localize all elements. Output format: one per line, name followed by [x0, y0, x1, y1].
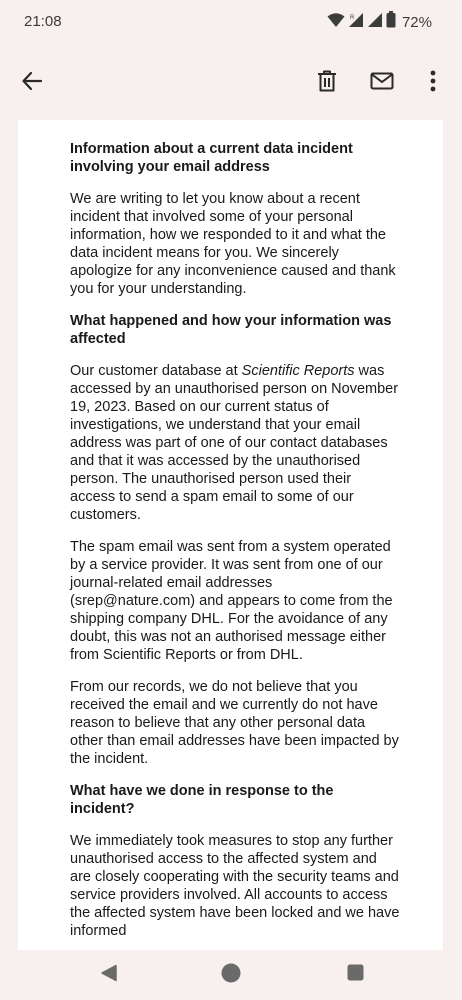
- nav-back-button[interactable]: [94, 960, 124, 990]
- more-vertical-icon: [430, 70, 436, 97]
- envelope-icon: [370, 72, 394, 95]
- signal-icon: [348, 12, 364, 33]
- paragraph-spam-email: The spam email was sent from a system operated by a service provider. It was sent from one of our journal-related email addresses (srep@nature.com) and appears to come from the shipping company DHL. For the avoidance of any doubt, this was not an authorised message either from Scientific Reports or from DHL.: [70, 539, 393, 663]
- mark-unread-button[interactable]: [362, 63, 402, 103]
- status-bar: [0, 0, 462, 46]
- svg-text:R: R: [349, 14, 355, 21]
- paragraph-what-happened: [70, 362, 400, 524]
- nav-home-button[interactable]: [216, 960, 246, 990]
- status-icons: [327, 12, 432, 32]
- circle-home-icon: [221, 963, 241, 988]
- nav-recents-button[interactable]: [340, 960, 370, 990]
- more-options-button[interactable]: [413, 63, 453, 103]
- para2-prefix: Our customer database at: [70, 363, 242, 379]
- signal-icon-2: [367, 12, 383, 33]
- square-recents-icon: [347, 964, 364, 986]
- arrow-left-icon: [21, 70, 43, 97]
- heading-data-incident: Information about a current data incident involving your email address: [70, 141, 353, 175]
- delete-button[interactable]: [307, 63, 347, 103]
- para2-suffix: was accessed by an unauthorised person on November 19, 2023. Based on our current status of investigations, we understand that your email address was part of one of our contact databases and that it was accessed by the unauthorised person. The unauthorised person used their access to send a spam email to some of our customers.: [70, 363, 399, 523]
- heading-response: What have we done in response to the incident?: [70, 783, 334, 817]
- paragraph-response: We immediately took measures to stop any further unauthorised access to the affected system and are closely cooperating with the security teams and service providers involved. All accounts to access the affected system have been locked and we have informed: [70, 833, 400, 939]
- battery-icon: [386, 11, 396, 33]
- email-content: [70, 140, 400, 950]
- heading-what-happened: What happened and how your information was affected: [70, 313, 392, 347]
- trash-icon: [317, 70, 337, 97]
- back-button[interactable]: [12, 63, 52, 103]
- wifi-icon: [327, 12, 345, 33]
- paragraph-intro: We are writing to let you know about a recent incident that involved some of your personal information, how we responded to it and what the data incident means for you. We sincerely apologize for any inconvenience caused and thank you for your understanding.: [70, 191, 396, 297]
- app-bar: [0, 46, 462, 118]
- battery-percent: 72%: [401, 13, 432, 31]
- journal-name: Scientific Reports: [241, 363, 355, 379]
- system-nav-bar: [0, 950, 462, 1000]
- triangle-back-icon: [100, 964, 118, 987]
- email-body[interactable]: [18, 120, 443, 950]
- paragraph-records: From our records, we do not believe that you received the email and we currently do not have reason to believe that any other personal data other than email addresses have been impacted by the incident.: [70, 679, 399, 767]
- status-time: 21:08: [24, 13, 62, 30]
